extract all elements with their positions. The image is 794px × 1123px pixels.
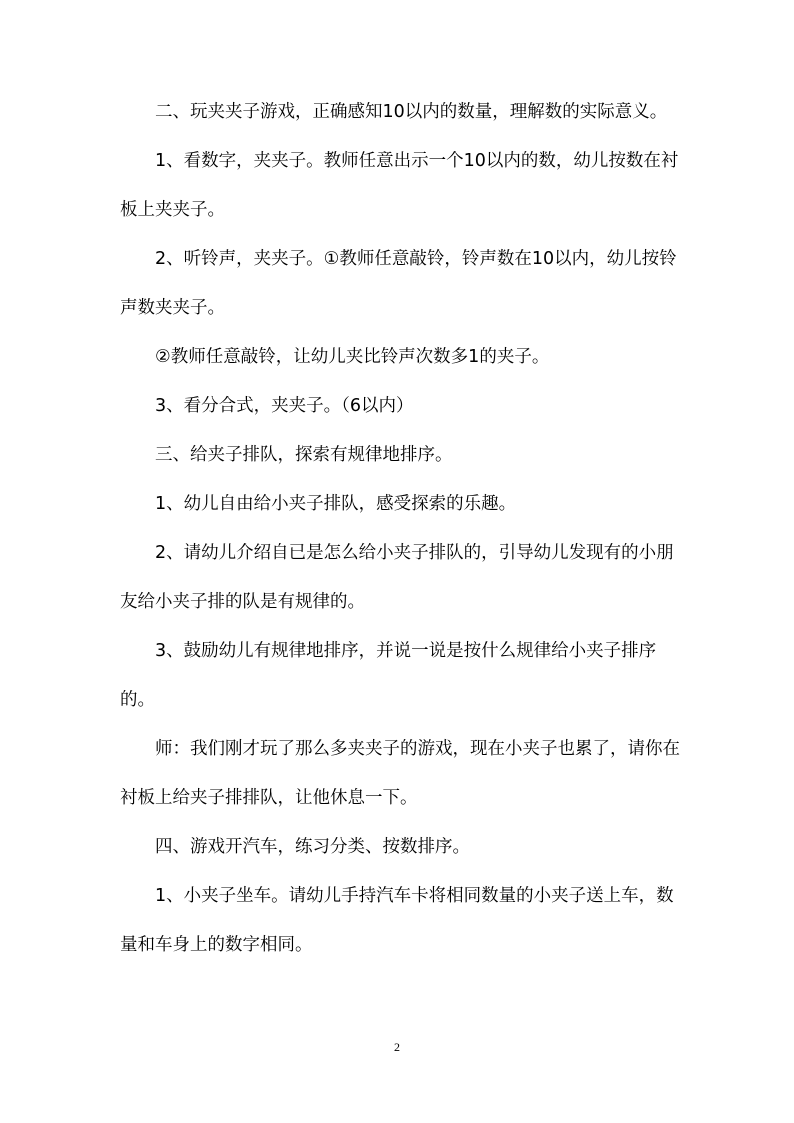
paragraph: 2、请幼儿介绍自已是怎么给小夹子排队的，引导幼儿发现有的小朋友给小夹子排的队是有规律的。: [120, 543, 674, 612]
document-body: [120, 88, 680, 970]
paragraph: 四、游戏开汽车，练习分类、按数排序。: [155, 837, 470, 857]
paragraph: 1、看数字，夹夹子。教师任意出示一个10以内的数，幼儿按数在衬板上夹夹子。: [120, 151, 679, 220]
paragraph: 三、给夹子排队，探索有规律地排序。: [155, 445, 453, 465]
paragraph: 1、幼儿自由给小夹子排队，感受探索的乐趣。: [155, 494, 517, 514]
paragraph: 2、听铃声，夹夹子。①教师任意敲铃，铃声数在10以内，幼儿按铃声数夹夹子。: [120, 249, 677, 318]
paragraph: 3、鼓励幼儿有规律地排序，并说一说是按什么规律给小夹子排序的。: [120, 641, 657, 710]
paragraph: 二、玩夹夹子游戏，正确感知10以内的数量，理解数的实际意义。: [155, 102, 668, 122]
paragraph: 1、小夹子坐车。请幼儿手持汽车卡将相同数量的小夹子送上车，数量和车身上的数字相同。: [120, 886, 674, 955]
paragraph: 3、看分合式，夹夹子。（6以内）: [155, 396, 414, 416]
page-number: 2: [394, 1040, 400, 1054]
paragraph: 师：我们刚才玩了那么多夹夹子的游戏，现在小夹子也累了，请你在衬板上给夹子排排队，让他休息一下。: [120, 739, 680, 808]
paragraph: ②教师任意敲铃，让幼儿夹比铃声次数多1的夹子。: [155, 347, 550, 367]
